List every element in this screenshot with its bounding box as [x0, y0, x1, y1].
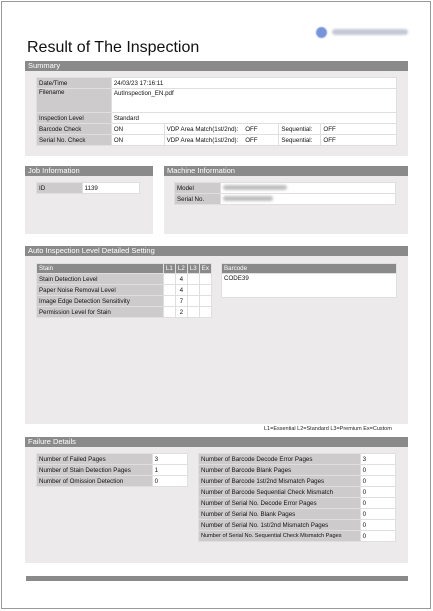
machine-serial-redacted [223, 196, 273, 201]
footer-divider [26, 576, 408, 581]
failure-details-header: Failure Details [25, 437, 408, 447]
brand-logo-text [332, 29, 408, 35]
failure-label: Number of Barcode Sequential Check Mismatch [199, 487, 361, 498]
failure-value: 1 [152, 465, 187, 476]
stain-row-label: Image Edge Detection Sensitivity [37, 296, 164, 307]
failure-row [199, 520, 396, 531]
brand-logo-icon [316, 27, 327, 38]
failure-value: 0 [360, 509, 395, 520]
stain-header: Stain [37, 264, 164, 274]
stain-cell-l2: 4 [175, 274, 187, 285]
stain-cell-l3 [187, 285, 199, 296]
stain-row-label: Paper Noise Removal Level [37, 285, 164, 296]
vdp-area-match-label: VDP Area Match(1st/2nd): [166, 136, 239, 144]
stain-cell-l2: 2 [175, 307, 187, 318]
stain-cell-ex [199, 285, 211, 296]
failure-label: Number of Serial No. 1st/2nd Mismatch Pages [199, 520, 361, 531]
failure-label: Number of Serial No. Decode Error Pages [199, 498, 361, 509]
failure-label: Number of Serial No. Blank Pages [199, 509, 361, 520]
failure-value: 0 [360, 465, 395, 476]
failure-value: 0 [360, 476, 395, 487]
barcode-check-value: ON [111, 124, 164, 135]
brand-logo [316, 25, 408, 39]
stain-cell-ex [199, 274, 211, 285]
vdp-area-match-label: VDP Area Match(1st/2nd): [166, 125, 239, 133]
summary-header: Summary [25, 61, 408, 71]
filename-label: Filename [37, 89, 112, 113]
inspection-level-label: Inspection Level [37, 113, 112, 124]
failure-value: 3 [152, 454, 187, 465]
failure-label: Number of Failed Pages [37, 454, 153, 465]
sequential-label: Sequential: [279, 124, 321, 135]
stain-row-label: Stain Detection Level [37, 274, 164, 285]
failure-label: Number of Omission Detection [37, 476, 153, 487]
level-header-ex: Ex [199, 264, 211, 274]
vdp-area-match-serial [164, 135, 279, 146]
job-info-header: Job Information [25, 166, 153, 176]
failure-left-table [36, 453, 188, 487]
model-value [220, 183, 395, 194]
machine-serial-label: Serial No. [175, 194, 221, 205]
failure-right-table [198, 453, 396, 542]
failure-row [199, 509, 396, 520]
failure-row [199, 498, 396, 509]
summary-table [36, 77, 397, 146]
failure-value: 0 [360, 531, 395, 542]
stain-cell-l2: 4 [175, 285, 187, 296]
failure-row [199, 465, 396, 476]
failure-row [199, 476, 396, 487]
stain-row [37, 296, 212, 307]
job-id-value: 1139 [82, 183, 139, 194]
failure-value: 3 [360, 454, 395, 465]
stain-cell-ex [199, 296, 211, 307]
stain-cell-l2: 7 [175, 296, 187, 307]
stain-cell-l1 [163, 274, 175, 285]
stain-row [37, 274, 212, 285]
filename-value: AutInspection_EN.pdf [111, 89, 396, 113]
stain-row [37, 285, 212, 296]
barcode-header: Barcode [222, 264, 397, 274]
barcode-check-label: Barcode Check [37, 124, 112, 135]
machine-info-header: Machine Information [164, 166, 408, 176]
level-legend-note: L1=Essential L2=Standard L3=Premium Ex=Custom [264, 426, 392, 432]
stain-cell-l1 [163, 296, 175, 307]
page-title: Result of The Inspection [27, 39, 200, 56]
failure-value: 0 [360, 498, 395, 509]
stain-table [36, 263, 212, 318]
vdp-area-match-value: OFF [245, 136, 258, 144]
sequential-label: Sequential: [279, 135, 321, 146]
barcode-table [221, 263, 397, 298]
failure-row [199, 487, 396, 498]
machine-serial-value [220, 194, 395, 205]
failure-value: 0 [360, 487, 395, 498]
failure-value: 0 [152, 476, 187, 487]
failure-label: Number of Serial No. Sequential Check Mismatch Pages [199, 531, 361, 542]
failure-row [199, 531, 396, 542]
stain-cell-l3 [187, 274, 199, 285]
level-header-l3: L3 [187, 264, 199, 274]
datetime-value: 24/03/23 17:16:11 [111, 78, 396, 89]
stain-cell-ex [199, 307, 211, 318]
job-id-label: ID [37, 183, 83, 194]
auto-inspection-header: Auto Inspection Level Detailed Setting [25, 246, 408, 256]
stain-cell-l1 [163, 285, 175, 296]
failure-row [37, 454, 188, 465]
sequential-value: OFF [321, 135, 397, 146]
serial-check-value: ON [111, 135, 164, 146]
failure-label: Number of Barcode 1st/2nd Mismatch Pages [199, 476, 361, 487]
failure-row [199, 454, 396, 465]
failure-label: Number of Stain Detection Pages [37, 465, 153, 476]
serial-check-label: Serial No. Check [37, 135, 112, 146]
machine-info-table [174, 182, 396, 205]
barcode-type-value: CODE39 [222, 274, 397, 298]
model-value-redacted [223, 185, 287, 190]
sequential-value: OFF [321, 124, 397, 135]
failure-row [37, 465, 188, 476]
job-info-table [36, 182, 140, 194]
failure-label: Number of Barcode Decode Error Pages [199, 454, 361, 465]
vdp-area-match-barcode [164, 124, 279, 135]
level-header-l1: L1 [163, 264, 175, 274]
failure-value: 0 [360, 520, 395, 531]
stain-cell-l1 [163, 307, 175, 318]
inspection-level-value: Standard [111, 113, 396, 124]
level-header-l2: L2 [175, 264, 187, 274]
stain-row [37, 307, 212, 318]
stain-cell-l3 [187, 296, 199, 307]
report-page [1, 1, 431, 609]
vdp-area-match-value: OFF [245, 125, 258, 133]
failure-row [37, 476, 188, 487]
stain-cell-l3 [187, 307, 199, 318]
datetime-label: Date/Time [37, 78, 112, 89]
failure-label: Number of Barcode Blank Pages [199, 465, 361, 476]
stain-row-label: Permission Level for Stain [37, 307, 164, 318]
model-label: Model [175, 183, 221, 194]
